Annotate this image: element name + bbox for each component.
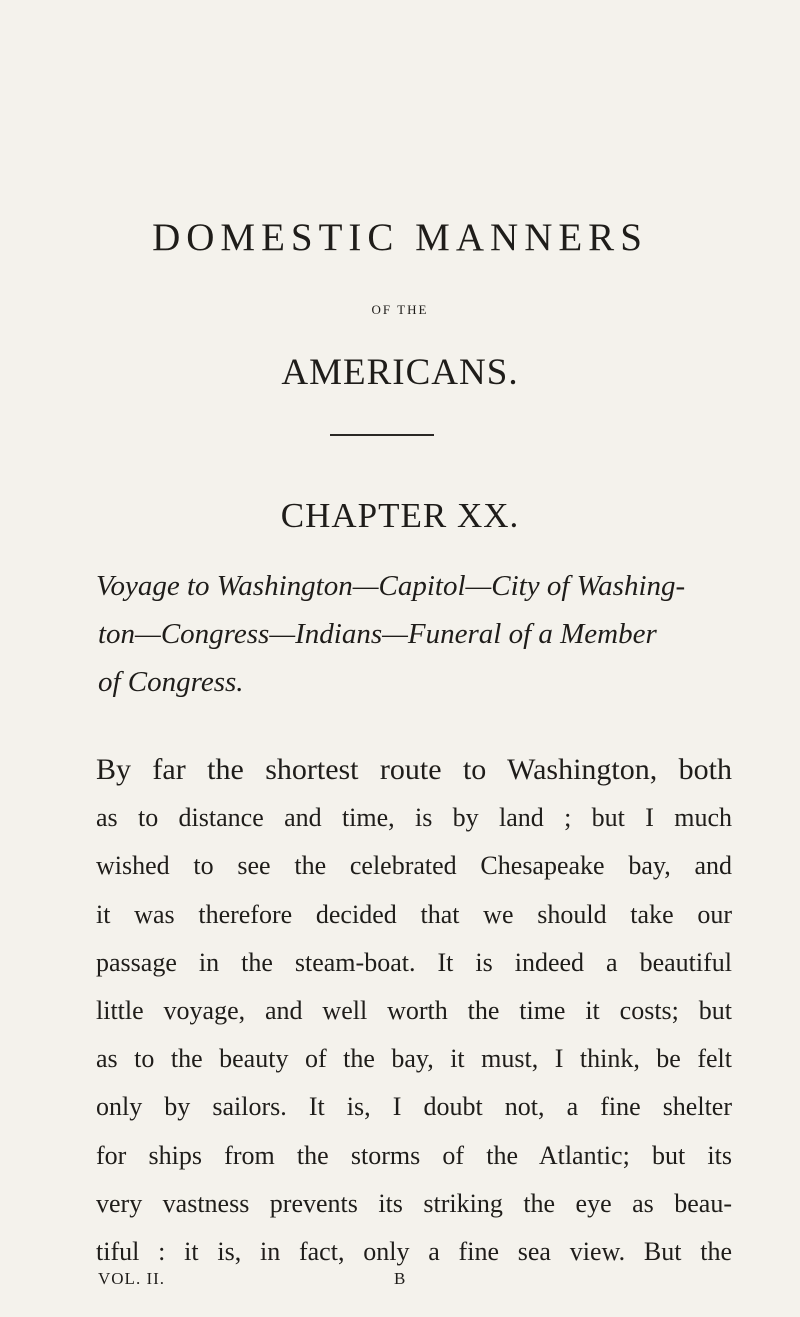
title-divider-rule [330, 434, 434, 436]
body-line: wished to see the celebrated Chesapeake bay, and [96, 851, 732, 881]
body-line: as to the beauty of the bay, it must, I think, be felt [96, 1044, 732, 1074]
volume-marker: VOL. II. [98, 1269, 166, 1288]
body-paragraph [96, 746, 732, 1276]
body-line: very vastness prevents its striking the eye as beau- [96, 1188, 732, 1218]
signature-mark: B [394, 1269, 407, 1288]
title-connector: OF THE [371, 302, 429, 317]
chapter-summary [96, 562, 736, 706]
page-footer [0, 1270, 800, 1300]
summary-line: ton—Congress—Indians—Funeral of a Member [98, 618, 657, 650]
summary-line: Voyage to Washington—Capitol—City of Washing- [96, 570, 686, 602]
chapter-heading: CHAPTER XX. [280, 496, 520, 535]
body-line: little voyage, and well worth the time it costs; but [96, 996, 732, 1026]
book-subtitle: AMERICANS. [281, 352, 519, 393]
summary-line: of Congress. [98, 666, 244, 698]
body-line: for ships from the storms of the Atlantic; but its [96, 1140, 732, 1170]
body-line: only by sailors. It is, I doubt not, a fine shelter [96, 1092, 732, 1122]
body-line: it was therefore decided that we should take our [96, 899, 732, 929]
body-line: By far the shortest route to Washington, both [96, 753, 732, 786]
book-title: DOMESTIC MANNERS [152, 216, 648, 259]
body-line: tiful : it is, in fact, only a fine sea view. But the [96, 1237, 732, 1267]
body-line: as to distance and time, is by land ; but I much [96, 803, 732, 833]
body-line: passage in the steam-boat. It is indeed a beautiful [96, 947, 732, 977]
